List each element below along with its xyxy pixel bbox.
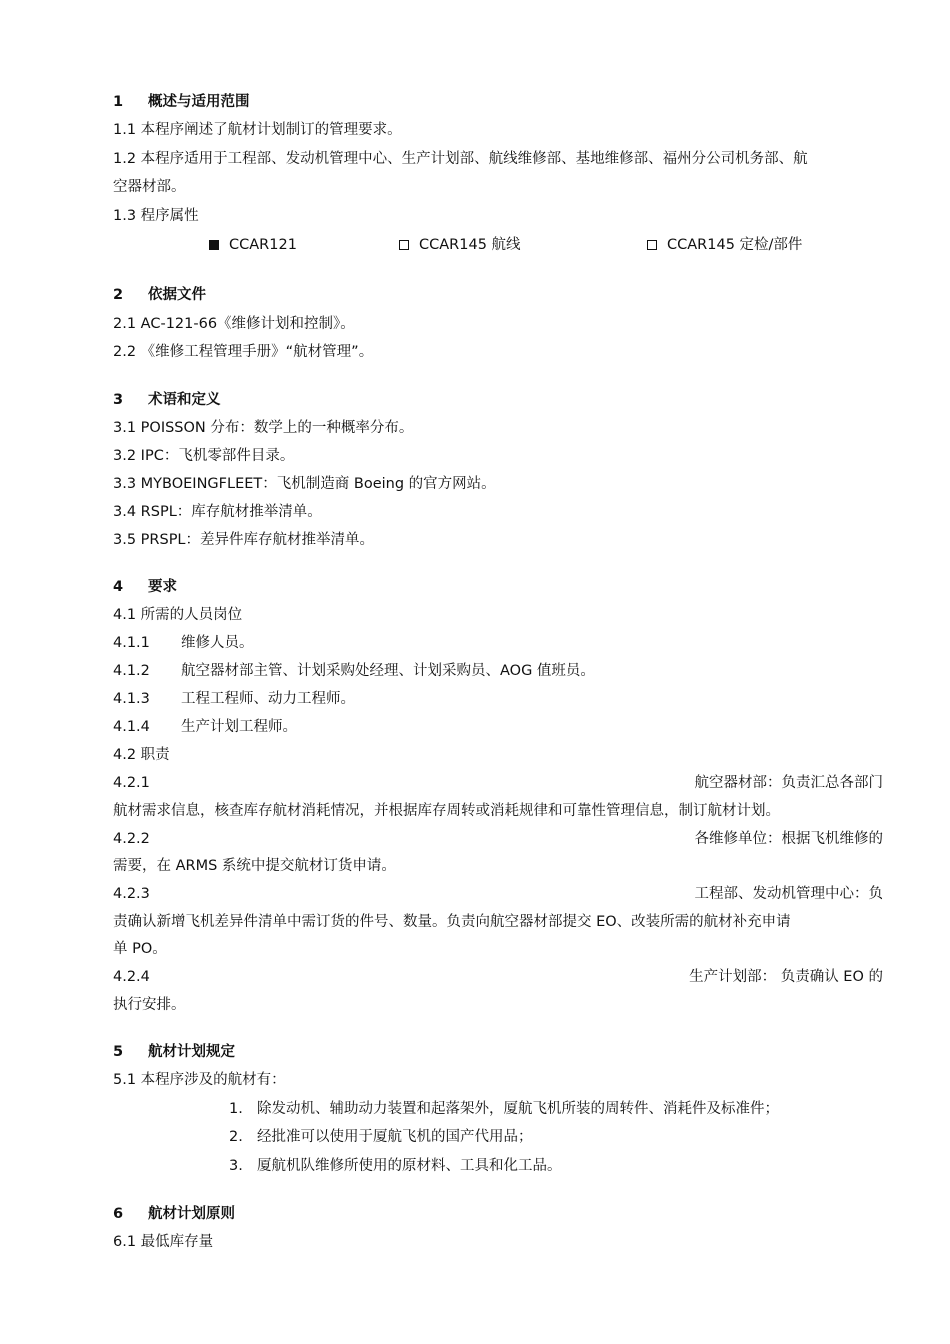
attribute-label: CCAR145 航线 <box>419 237 521 253</box>
clause-number: 4.2.2 <box>113 831 150 847</box>
section-4-title: 要求 <box>148 579 177 595</box>
attribute-label: CCAR121 <box>229 237 297 253</box>
clause-head: 生产计划部： 负责确认 EO 的 <box>689 969 883 985</box>
section-3-heading <box>113 390 221 410</box>
paragraph-3-4: 3.4 RSPL：库存航材推举清单。 <box>113 504 322 520</box>
paragraph-3-2: 3.2 IPC：飞机零部件目录。 <box>113 448 295 464</box>
paragraph-4-2-4 <box>113 967 883 987</box>
clause-head: 各维修单位：根据飞机维修的 <box>694 831 883 847</box>
section-2-title: 依据文件 <box>148 287 206 303</box>
clause-text: 工程工程师、动力工程师。 <box>181 691 355 707</box>
paragraph-4-1-1 <box>113 633 254 653</box>
paragraph-4-2-1 <box>113 773 883 793</box>
paragraph-4-2-3-continued: 责确认新增飞机差异件清单中需订货的件号、数量。负责向航空器材部提交 EO、改装所需的航材补充申请 <box>113 914 791 930</box>
paragraph-4-1: 4.1 所需的人员岗位 <box>113 607 243 623</box>
unchecked-box-icon <box>399 240 409 250</box>
clause-head: 航空器材部：负责汇总各部门 <box>694 775 883 791</box>
section-5-heading <box>113 1042 235 1062</box>
section-6-heading <box>113 1204 235 1224</box>
clause-number: 4.2.1 <box>113 775 150 791</box>
list-item-number: 3. <box>229 1158 243 1174</box>
paragraph-4-2-4-continued: 执行安排。 <box>113 997 186 1013</box>
paragraph-4-2-3 <box>113 884 883 904</box>
paragraph-1-2: 1.2 本程序适用于工程部、发动机管理中心、生产计划部、航线维修部、基地维修部、福州分公司机务部、航 <box>113 151 808 167</box>
section-6-number: 6 <box>113 1206 124 1222</box>
section-6-title: 航材计划原则 <box>148 1206 235 1222</box>
clause-text: 维修人员。 <box>181 635 254 651</box>
paragraph-3-3: 3.3 MYBOEINGFLEET：飞机制造商 Boeing 的官方网站。 <box>113 476 496 492</box>
clause-head: 工程部、发动机管理中心：负 <box>694 886 883 902</box>
list-item-text: 经批准可以使用于厦航飞机的国产代用品； <box>257 1129 533 1145</box>
unchecked-box-icon <box>647 240 657 250</box>
paragraph-5-1: 5.1 本程序涉及的航材有： <box>113 1072 286 1088</box>
paragraph-4-2: 4.2 职责 <box>113 747 170 763</box>
attribute-ccar121 <box>209 235 297 255</box>
list-item-text: 除发动机、辅助动力装置和起落架外，厦航飞机所装的周转件、消耗件及标准件； <box>257 1101 779 1117</box>
paragraph-4-1-3 <box>113 689 355 709</box>
list-item-text: 厦航机队维修所使用的原材料、工具和化工品。 <box>257 1158 562 1174</box>
paragraph-4-2-1-continued: 航材需求信息，核查库存航材消耗情况，并根据库存周转或消耗规律和可靠性管理信息，制订航材计划。 <box>113 803 780 819</box>
paragraph-2-1: 2.1 AC-121-66《维修计划和控制》。 <box>113 316 355 332</box>
clause-number: 4.1.2 <box>113 663 150 679</box>
list-item-number: 1. <box>229 1101 243 1117</box>
checked-box-icon <box>209 240 219 250</box>
section-5-number: 5 <box>113 1044 124 1060</box>
list-item-number: 2. <box>229 1129 243 1145</box>
paragraph-4-1-2 <box>113 661 595 681</box>
list-item <box>229 1127 533 1147</box>
paragraph-2-2: 2.2 《维修工程管理手册》“航材管理”。 <box>113 344 374 360</box>
paragraph-1-3: 1.3 程序属性 <box>113 208 199 224</box>
paragraph-4-2-2 <box>113 829 883 849</box>
paragraph-4-2-2-continued: 需要，在 ARMS 系统中提交航材订货申请。 <box>113 858 396 874</box>
attribute-ccar145-line <box>399 235 521 255</box>
section-1-heading <box>113 92 250 112</box>
section-4-heading <box>113 577 177 597</box>
clause-text: 航空器材部主管、计划采购处经理、计划采购员、AOG 值班员。 <box>181 663 595 679</box>
section-3-title: 术语和定义 <box>148 392 221 408</box>
list-item <box>229 1156 562 1176</box>
clause-number: 4.2.4 <box>113 969 150 985</box>
paragraph-1-2-continued: 空器材部。 <box>113 179 186 195</box>
list-item <box>229 1099 779 1119</box>
section-1-number: 1 <box>113 94 124 110</box>
paragraph-3-5: 3.5 PRSPL：差异件库存航材推举清单。 <box>113 532 375 548</box>
attribute-label: CCAR145 定检/部件 <box>667 237 803 253</box>
clause-text: 生产计划工程师。 <box>181 719 297 735</box>
section-2-number: 2 <box>113 287 124 303</box>
clause-number: 4.1.3 <box>113 691 150 707</box>
paragraph-4-1-4 <box>113 717 297 737</box>
clause-number: 4.1.1 <box>113 635 150 651</box>
paragraph-4-2-3-continued-2: 单 PO。 <box>113 941 167 957</box>
attribute-ccar145-check <box>647 235 802 255</box>
clause-number: 4.1.4 <box>113 719 150 735</box>
section-5-title: 航材计划规定 <box>148 1044 235 1060</box>
section-4-number: 4 <box>113 579 124 595</box>
section-1-title: 概述与适用范围 <box>148 94 250 110</box>
section-2-heading <box>113 285 206 305</box>
paragraph-1-1: 1.1 本程序阐述了航材计划制订的管理要求。 <box>113 122 402 138</box>
paragraph-3-1: 3.1 POISSON 分布：数学上的一种概率分布。 <box>113 420 414 436</box>
clause-number: 4.2.3 <box>113 886 150 902</box>
paragraph-6-1: 6.1 最低库存量 <box>113 1234 214 1250</box>
section-3-number: 3 <box>113 392 124 408</box>
